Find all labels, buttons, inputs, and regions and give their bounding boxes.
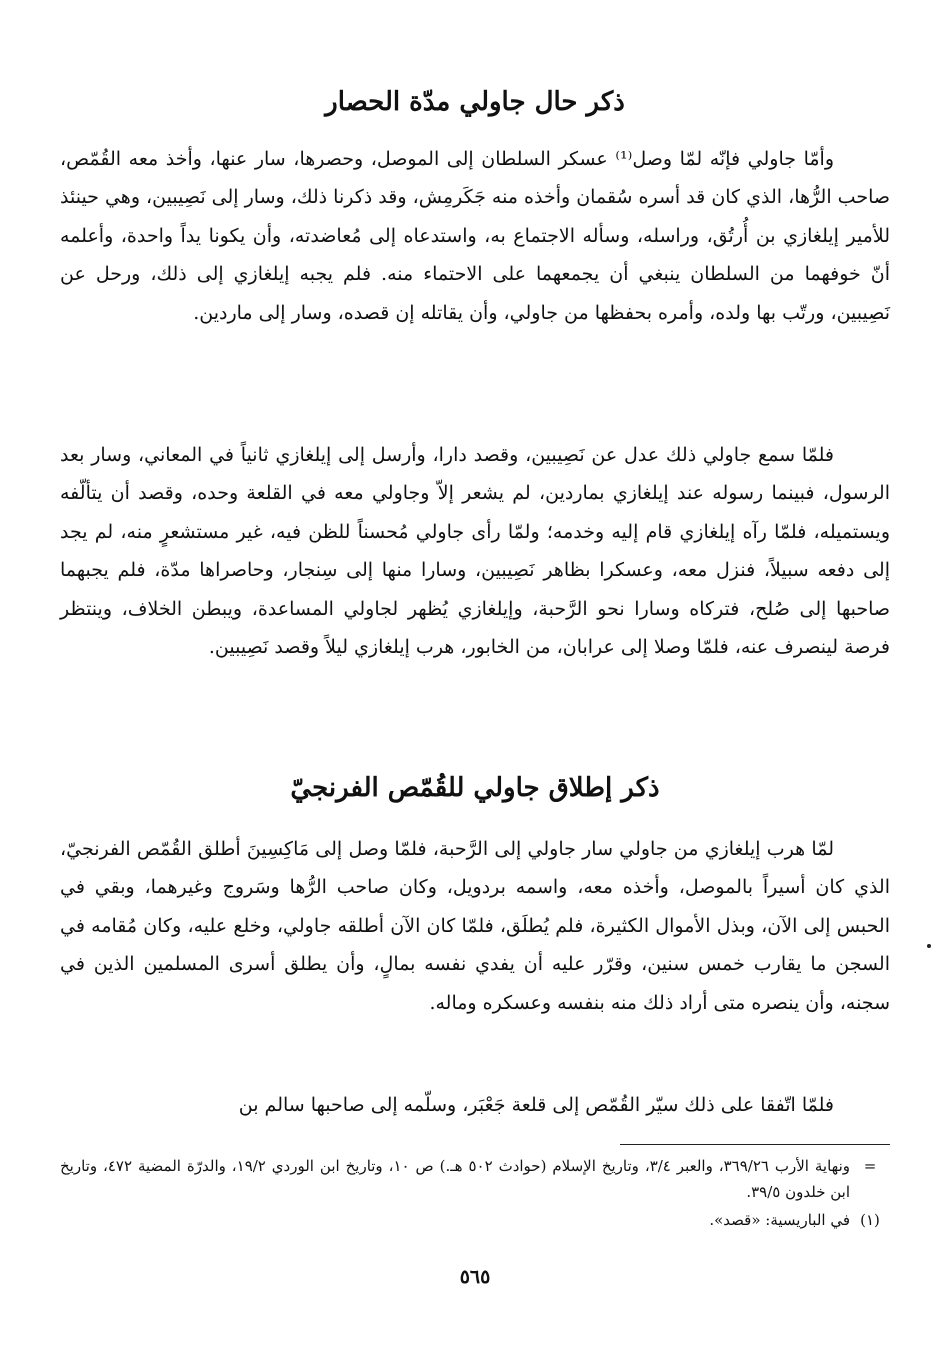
paragraph-siege-1: وأمّا جاولي فإنّه لمّا وصل⁽¹⁾ عسكر السلطان إلى الموصل، وحصرها، سار عنها، وأخذ معه القُمّص، صاحب الرُّها، الذي كان قد أسره سُقمان وأخذه منه جَكَرمِش، وقد ذكرنا ذلك، وسار إلى نَصِيبين، وهي حينئذ للأمير إيلغازي بن أُرتُق، وراسله، وسأله الاجتماع به، واستدعاه إلى مُعاضدته، وأن يكونا يداً واحدة، وأعلمه أنّ خوفهما من السلطان ينبغي أن يجمعهما على الاحتماء منه. فلم يجبه إيلغازي إلى ذلك، ورحل عن نَصِيبين، ورتّب بها ولده، وأمره بحفظها من جاولي، وأن يقاتله إن قصده، وسار إلى ماردين.: [60, 148, 890, 324]
section-heading-siege: ذكر حال جاولي مدّة الحصار: [325, 87, 625, 117]
section-heading-release: ذكر إطلاق جاولي للقُمّص الفرنجيّ: [290, 773, 660, 803]
footnote-mark: (١): [860, 1211, 880, 1229]
page-number: ٥٦٥: [459, 1266, 491, 1288]
paragraph-release-2: فلمّا اتّفقا على ذلك سيّر القُمّص إلى قلعة جَعْبَر، وسلّمه إلى صاحبها سالم بن: [238, 1094, 834, 1116]
footnote-text: ونهاية الأرب ٣٦٩/٢٦، والعبر ٣/٤، وتاريخ الإسلام (حوادث ٥٠٢ هـ.) ص ١٠، وتاريخ ابن الوردي ١٩/٢، والدرّة المضية ٤٧٢، وتاريخ ابن خلدون ٣٩/٥.: [60, 1157, 851, 1201]
paragraph-release-1: لمّا هرب إيلغازي من جاولي سار جاولي إلى الرَّحبة، فلمّا وصل إلى مَاكِسِينَ أطلق القُمّص الفرنجيّ، الذي كان أسيراً بالموصل، وأخذه معه، واسمه بردويل، وكان صاحب الرُّها وسَروج وغيرهما، وبقي في الحبس إلى الآن، وبذل الأموال الكثيرة، فلم يُطلَق، فلمّا كان الآن أطلقه جاولي، وخلع عليه، وكان مُقامه في السجن ما يقارب خمس سنين، وقرّر عليه أن يفدي نفسه بمالٍ، وأن يطلق أسرى المسلمين الذين في سجنه، وأن ينصره متى أراد ذلك منه بنفسه وعسكره وماله.: [60, 838, 890, 1014]
paragraph-siege-2: فلمّا سمع جاولي ذلك عدل عن نَصِيبين، وقصد دارا، وأرسل إلى إيلغازي ثانياً في المعاني، وسار بعد الرسول، فبينما رسوله عند إيلغازي بماردين، لم يشعر إلاّ وجاولي معه في القلعة وحده، وقصد أن يتألّفه ويستميله، فلمّا رآه إيلغازي قام إليه وخدمه؛ ولمّا رأى جاولي مُحسناً للظن فيه، غير مستشعرٍ منه، لم يجد إلى دفعه سبيلاً، فنزل معه، وعسكرا بظاهر نَصِيبين، وسارا منها إلى سِنجار، وحاصراها مدّة، فلم يجبهما صاحبها إلى صُلح، فتركاه وسارا نحو الرَّحبة، وإيلغازي يُظهر لجاولي المساعدة، ويبطن الخلاف، وينتظر فرصة لينصرف عنه، فلمّا وصلا إلى عرابان، من الخابور، هرب إيلغازي ليلاً وقصد نَصِيبين.: [60, 444, 890, 659]
document-page: [60, 0, 890, 1366]
margin-dot-mark: [927, 944, 931, 948]
footnote-item: [60, 1207, 890, 1233]
footnote-mark: =: [863, 1157, 877, 1175]
footnotes: [60, 1153, 890, 1233]
footnote-text: في الباريسية: «قصد».: [709, 1211, 850, 1229]
footnote-item: [60, 1153, 890, 1205]
footnote-divider: [620, 1144, 890, 1145]
